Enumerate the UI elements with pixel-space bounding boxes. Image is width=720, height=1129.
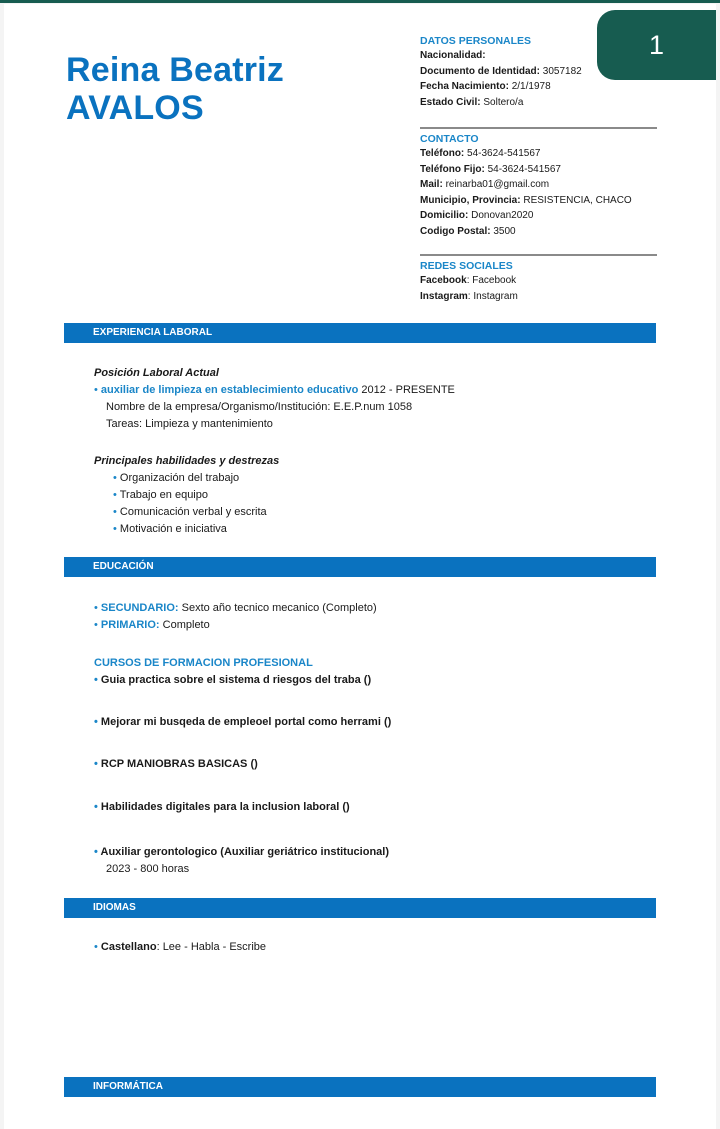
datos-value: 2/1/1978 [511, 81, 551, 92]
datos-row [420, 79, 657, 95]
redes-value: Instagram [473, 290, 518, 302]
skill-label: Motivación e iniciativa [119, 523, 227, 535]
contacto-value: RESISTENCIA, CHACO [523, 194, 632, 206]
skills-content [94, 453, 279, 538]
curso-item [94, 799, 350, 816]
curso-name: Habilidades digitales para la inclusion laboral () [100, 801, 350, 813]
educacion-bar [64, 557, 656, 577]
educacion-content [94, 600, 377, 634]
idioma-item: • Castellano: Lee - Habla - Escribe [94, 941, 267, 953]
bullet-icon: • [113, 523, 117, 535]
contacto-value: reinarba01@gmail.com [445, 179, 550, 190]
contacto-label: Teléfono Fijo: [420, 163, 485, 175]
bullet-icon: • [94, 801, 98, 813]
curso-item [94, 714, 391, 731]
curso-name: Guia practica sobre el sistema d riesgos del traba () [100, 674, 372, 686]
datos-label: Estado Civil: [420, 96, 481, 108]
idioma-language: Castellano [100, 941, 157, 953]
experiencia-content [94, 365, 455, 433]
redes-row: Facebook: Facebook [420, 275, 517, 286]
datos-personales-heading: DATOS PERSONALES [420, 35, 532, 47]
skill-label: Comunicación verbal y escrita [119, 506, 267, 518]
job-tasks: Tareas: Limpieza y mantenimiento [106, 418, 273, 430]
first-name: Reina Beatriz [66, 51, 285, 89]
experiencia-subtitle: Posición Laboral Actual [94, 367, 219, 379]
redes-label: Instagram [420, 290, 468, 302]
contacto-row [420, 193, 657, 209]
curso-detail: 2023 - 800 horas [106, 863, 190, 875]
redes-value: Facebook [472, 275, 517, 286]
job-period: 2012 - PRESENTE [361, 384, 455, 396]
curso-item [94, 672, 371, 689]
contacto-row [420, 177, 657, 193]
bullet-icon: • [113, 472, 117, 484]
datos-label: Nacionalidad: [420, 50, 486, 61]
skills-title: Principales habilidades y destrezas [94, 455, 280, 467]
job-company: Nombre de la empresa/Organismo/Institución: E.E.P.num 1058 [106, 401, 413, 413]
contacto-label: Teléfono: [420, 148, 465, 159]
curso-name: Auxiliar gerontologico (Auxiliar geriátrico institucional) [100, 846, 389, 858]
curso-item [94, 756, 258, 773]
skill-item [94, 470, 279, 487]
contacto-label: Mail: [420, 179, 443, 190]
datos-label: Documento de Identidad: [420, 65, 540, 77]
curso-name: RCP MANIOBRAS BASICAS () [100, 758, 258, 770]
bullet-icon: • [94, 846, 98, 858]
bullet-icon: • [113, 506, 117, 518]
contacto-label: Municipio, Provincia: [420, 194, 521, 206]
cursos-heading: CURSOS DE FORMACION PROFESIONAL [94, 657, 313, 669]
idioma-detail: Lee - Habla - Escribe [162, 941, 267, 953]
page-number-badge: 1 [597, 10, 716, 80]
contacto-row [420, 146, 657, 162]
redes-heading: REDES SOCIALES [420, 260, 513, 272]
bullet-icon: • [94, 619, 98, 631]
bullet-icon: • [113, 489, 117, 501]
informatica-bar [64, 1077, 656, 1097]
skill-item [94, 521, 279, 538]
idiomas-heading: IDIOMAS [93, 902, 136, 913]
experiencia-bar [64, 323, 656, 343]
cursos-content [94, 655, 313, 672]
contacto-row [420, 162, 657, 178]
education-level: SECUNDARIO: [100, 602, 179, 614]
experiencia-heading: EXPERIENCIA LABORAL [93, 327, 213, 338]
redes-label: Facebook [420, 275, 467, 286]
contacto-row [420, 224, 657, 240]
contacto-value: 3500 [493, 225, 516, 237]
redes-sociales-section [420, 254, 657, 304]
datos-value: 3057182 [542, 65, 582, 77]
top-strip [0, 0, 720, 3]
bullet-icon: • [94, 941, 98, 953]
contacto-row [420, 208, 657, 224]
job-title: auxiliar de limpieza en establecimiento educativo [100, 384, 359, 396]
redes-row: Instagram: Instagram [420, 290, 518, 302]
informatica-heading: INFORMÁTICA [93, 1081, 163, 1092]
skill-label: Trabajo en equipo [119, 489, 208, 501]
contacto-value: 54-3624-541567 [487, 163, 561, 175]
education-detail: Sexto año tecnico mecanico (Completo) [181, 602, 377, 614]
bullet-icon: • [94, 384, 98, 396]
contacto-section [420, 127, 657, 239]
bullet-icon: • [94, 674, 98, 686]
contacto-heading: CONTACTO [420, 133, 479, 145]
datos-row [420, 95, 657, 111]
last-name: AVALOS [66, 89, 204, 127]
skill-item [94, 504, 279, 521]
full-name [66, 51, 284, 127]
bullet-icon: • [94, 758, 98, 770]
education-item [94, 617, 377, 634]
resume-page [4, 4, 716, 1129]
datos-value: Soltero/a [483, 96, 524, 108]
education-detail: Completo [162, 619, 210, 631]
skill-label: Organización del trabajo [119, 472, 240, 484]
curso-item [94, 844, 389, 878]
skill-item [94, 487, 279, 504]
bullet-icon: • [94, 716, 98, 728]
contacto-value: 54-3624-541567 [467, 148, 541, 159]
datos-label: Fecha Nacimiento: [420, 81, 509, 92]
educacion-heading: EDUCACIÓN [93, 561, 154, 572]
education-level: PRIMARIO: [100, 619, 160, 631]
education-item [94, 600, 377, 617]
contacto-label: Codigo Postal: [420, 225, 491, 237]
contacto-value: Donovan2020 [471, 210, 534, 221]
contacto-label: Domicilio: [420, 210, 469, 221]
bullet-icon: • [94, 602, 98, 614]
curso-name: Mejorar mi busqeda de empleoel portal como herrami () [100, 716, 392, 728]
job-entry [94, 382, 455, 399]
idiomas-bar [64, 898, 656, 918]
